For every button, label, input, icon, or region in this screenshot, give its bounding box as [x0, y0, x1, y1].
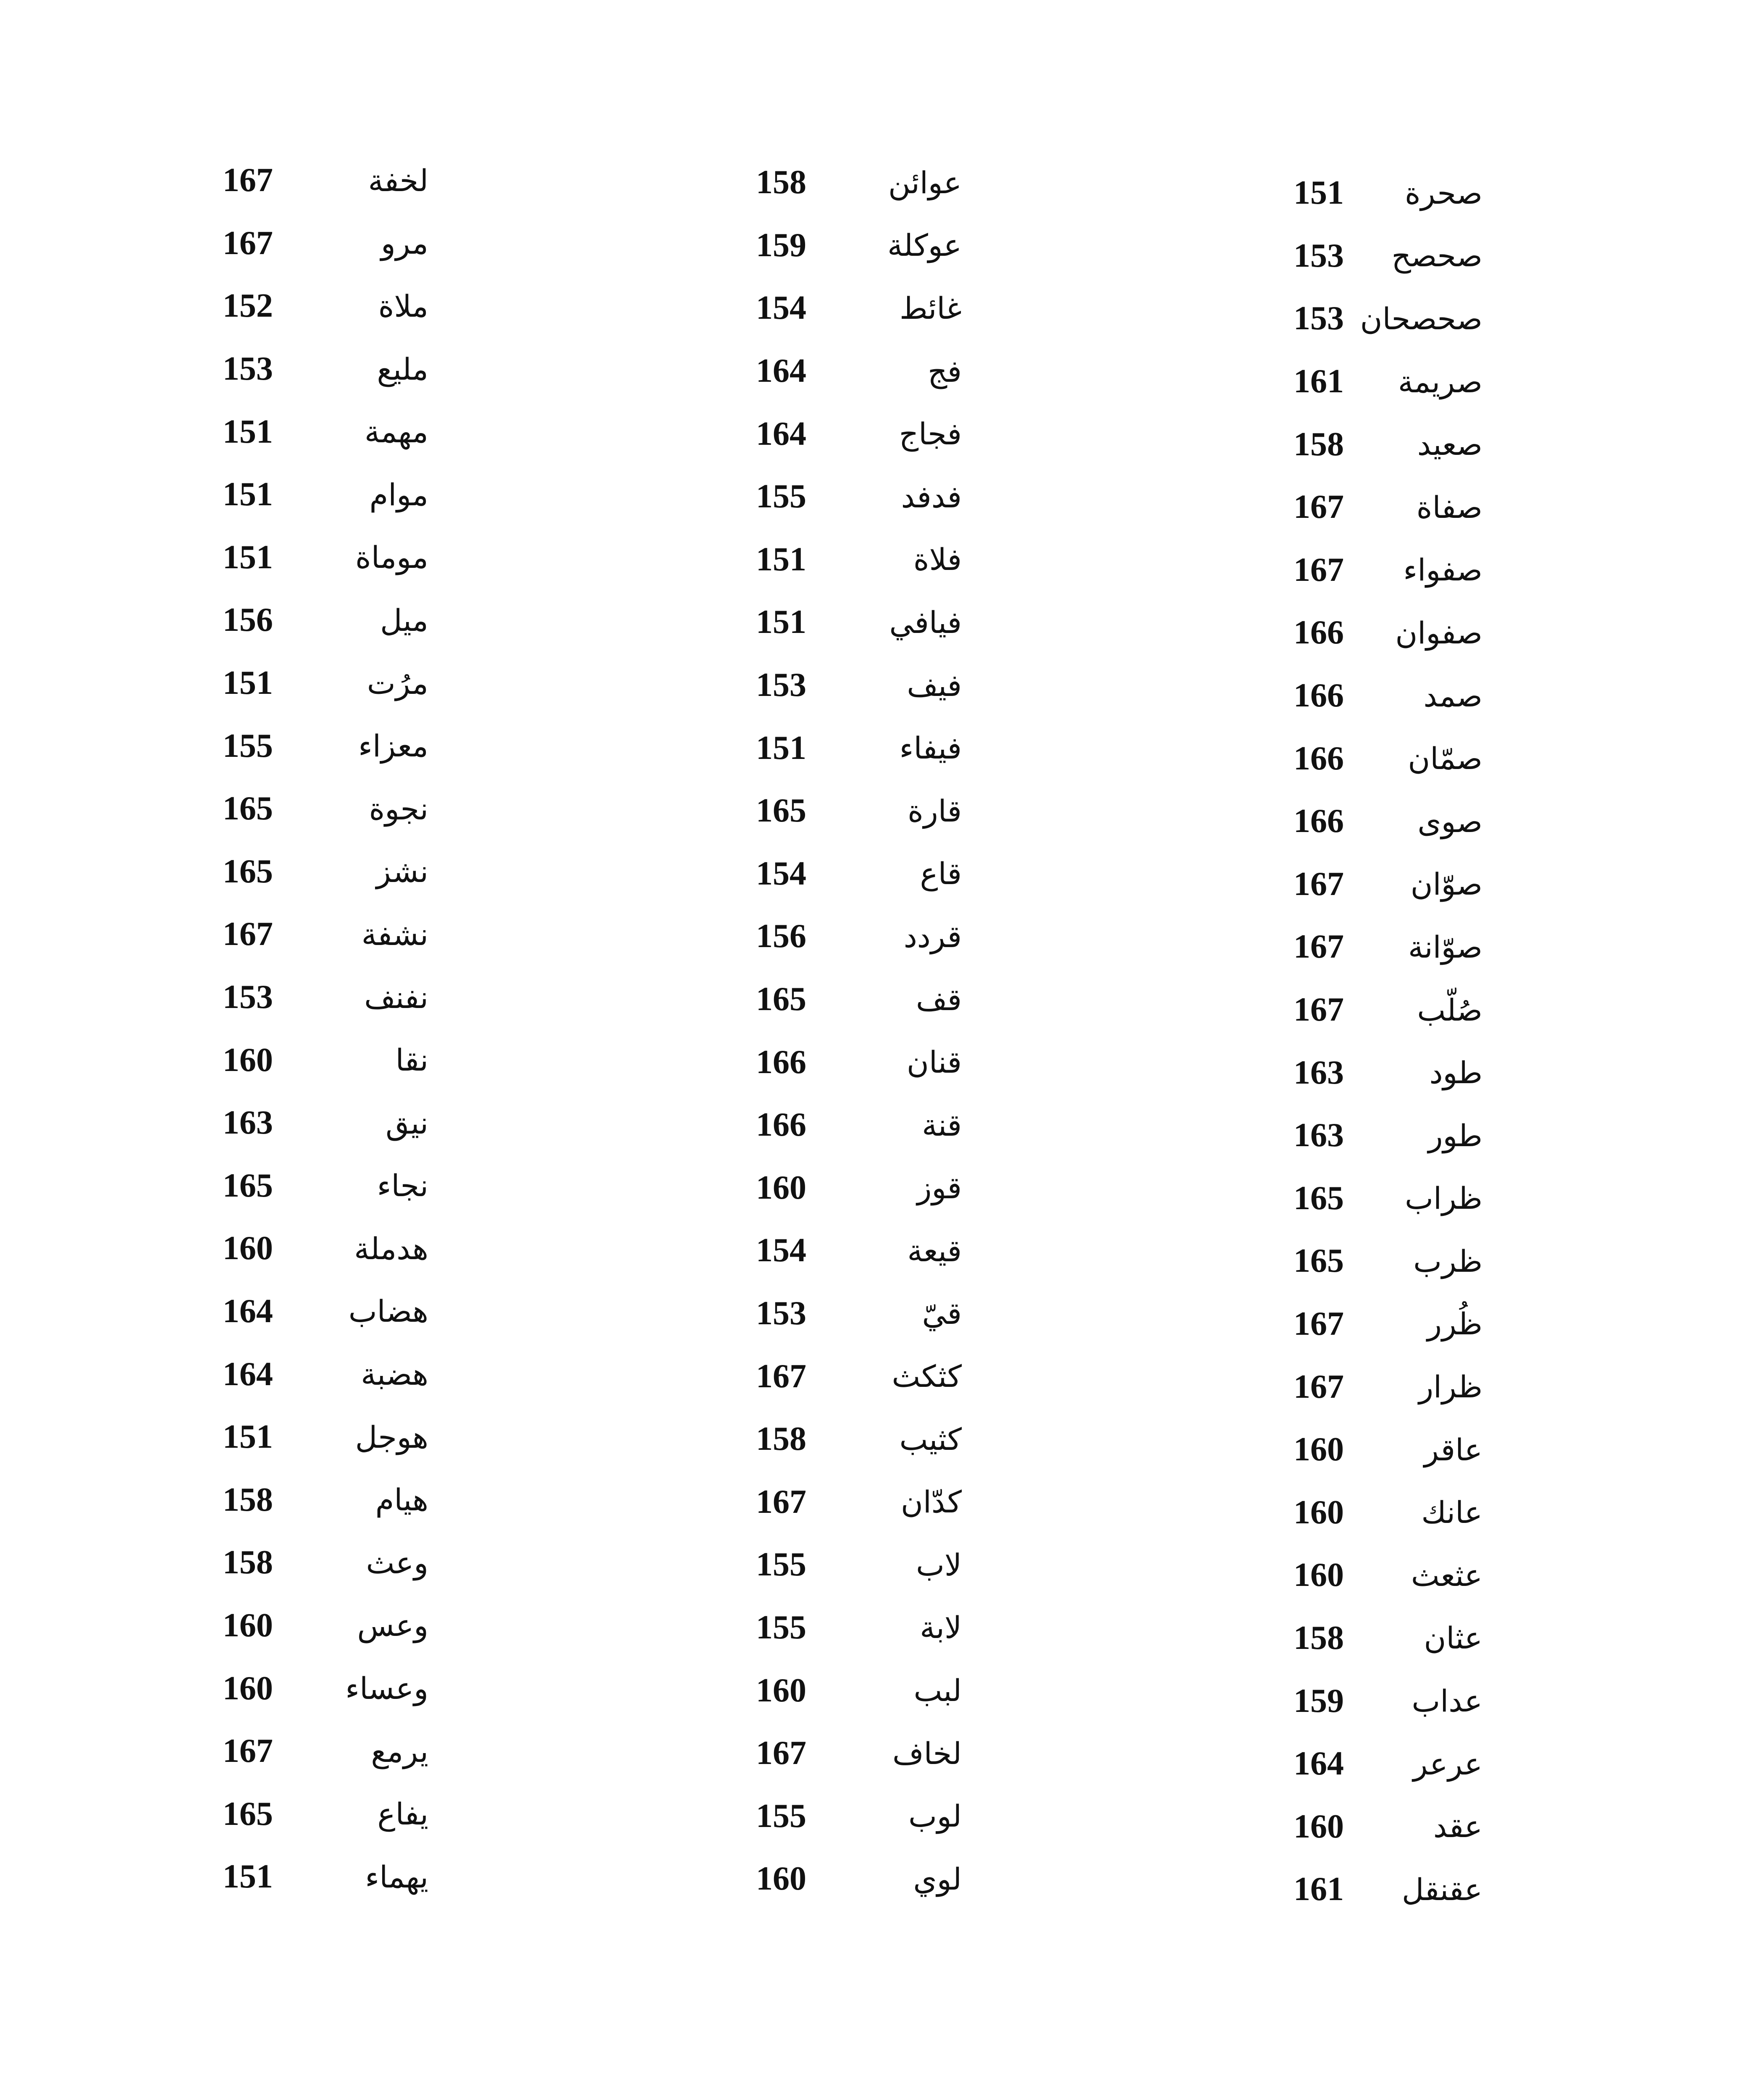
entry-term: عاقر	[1424, 1432, 1482, 1467]
index-entry	[223, 589, 634, 652]
entry-term: نجوة	[369, 791, 428, 827]
entry-term: لبب	[913, 1673, 962, 1709]
entry-page-number: 160	[223, 1041, 273, 1079]
entry-term: عثان	[1424, 1620, 1482, 1656]
entry-page-number: 165	[1293, 1242, 1344, 1280]
entry-term: عرعر	[1413, 1746, 1482, 1782]
entry-page-number: 155	[223, 727, 273, 764]
entry-page-number: 161	[1293, 1871, 1344, 1908]
entry-term: هدملة	[354, 1231, 428, 1266]
entry-term: ظرار	[1419, 1369, 1482, 1405]
entry-term: قوز	[917, 1170, 962, 1206]
index-entry	[1293, 601, 1705, 664]
entry-page-number: 167	[756, 1357, 806, 1395]
index-entry	[756, 1722, 1168, 1785]
index-entry	[223, 149, 634, 212]
index-entry	[1293, 790, 1705, 853]
index-entry	[756, 340, 1168, 403]
entry-term: كثكث	[892, 1359, 962, 1394]
entry-page-number: 160	[756, 1860, 806, 1898]
index-entry	[223, 1657, 634, 1720]
entry-page-number: 163	[223, 1104, 273, 1142]
index-entry	[223, 714, 634, 777]
entry-term: صوّان	[1410, 866, 1482, 902]
index-entry	[1293, 1167, 1705, 1230]
entry-term: فيفاء	[899, 730, 962, 766]
entry-page-number: 156	[223, 601, 273, 639]
entry-term: فيافي	[889, 604, 962, 640]
entry-term: مرو	[380, 226, 428, 261]
entry-page-number: 160	[223, 1606, 273, 1644]
index-entry	[223, 463, 634, 526]
index-entry	[756, 1470, 1168, 1533]
index-entry	[756, 843, 1168, 906]
entry-page-number: 166	[1293, 614, 1344, 651]
entry-term: نجاء	[377, 1168, 428, 1204]
entry-term: هضاب	[348, 1294, 428, 1329]
entry-term: قيعة	[907, 1233, 962, 1268]
index-entry	[756, 1596, 1168, 1659]
index-entry	[223, 1531, 634, 1594]
entry-page-number: 165	[223, 1167, 273, 1204]
entry-page-number: 167	[1293, 865, 1344, 903]
index-entry	[756, 1094, 1168, 1157]
entry-page-number: 164	[223, 1292, 273, 1330]
index-entry	[1293, 1732, 1705, 1796]
entry-term: فج	[928, 353, 962, 389]
entry-page-number: 167	[1293, 1305, 1344, 1342]
entry-page-number: 153	[223, 979, 273, 1016]
index-entry	[756, 1031, 1168, 1094]
entry-term: قنان	[907, 1045, 962, 1080]
entry-term: صفاة	[1416, 489, 1482, 525]
entry-term: صحصح	[1391, 238, 1482, 274]
index-entry	[756, 1848, 1168, 1911]
entry-page-number: 158	[756, 164, 806, 201]
index-entry	[1293, 1481, 1705, 1544]
index-entry	[1293, 916, 1705, 979]
entry-page-number: 151	[756, 541, 806, 578]
entry-term: عانك	[1421, 1495, 1482, 1530]
entry-page-number: 156	[756, 918, 806, 955]
entry-page-number: 167	[756, 1483, 806, 1520]
entry-page-number: 160	[223, 1670, 273, 1707]
entry-page-number: 166	[1293, 803, 1344, 840]
entry-page-number: 167	[1293, 928, 1344, 966]
index-entry	[1293, 1293, 1705, 1356]
index-entry	[1293, 727, 1705, 790]
entry-page-number: 167	[756, 1735, 806, 1772]
entry-page-number: 155	[756, 1609, 806, 1646]
entry-term: يفاع	[377, 1796, 428, 1832]
index-entry	[756, 214, 1168, 277]
entry-page-number: 164	[223, 1355, 273, 1393]
index-entry	[223, 652, 634, 715]
entry-page-number: 153	[1293, 300, 1344, 337]
index-entry	[223, 1594, 634, 1657]
index-entry	[223, 1280, 634, 1343]
index-entry	[756, 277, 1168, 340]
index-entry	[756, 151, 1168, 214]
entry-page-number: 160	[1293, 1557, 1344, 1594]
index-entry	[223, 1092, 634, 1155]
index-entry	[756, 591, 1168, 654]
entry-term: نقا	[395, 1042, 428, 1078]
entry-page-number: 160	[1293, 1808, 1344, 1845]
entry-page-number: 161	[1293, 363, 1344, 400]
entry-page-number: 158	[1293, 1619, 1344, 1656]
entry-term: وعس	[357, 1608, 428, 1643]
entry-term: نفنف	[364, 979, 428, 1015]
entry-term: صفواء	[1403, 552, 1482, 588]
index-entry	[223, 338, 634, 401]
index-entry	[1293, 1858, 1705, 1921]
entry-term: مهمة	[365, 414, 428, 450]
entry-term: عقد	[1433, 1809, 1482, 1845]
index-entry	[1293, 1104, 1705, 1167]
entry-term: صحرة	[1404, 175, 1482, 211]
entry-term: فجاج	[899, 416, 962, 452]
entry-term: صريمة	[1398, 364, 1482, 399]
entry-page-number: 164	[1293, 1745, 1344, 1782]
entry-page-number: 154	[756, 1232, 806, 1269]
entry-term: لوب	[908, 1798, 962, 1834]
entry-term: قف	[916, 982, 962, 1017]
entry-term: لاب	[916, 1547, 962, 1583]
entry-page-number: 165	[1293, 1179, 1344, 1217]
entry-term: عقنقل	[1401, 1872, 1482, 1907]
index-entry	[1293, 162, 1705, 225]
entry-page-number: 152	[223, 287, 273, 325]
entry-term: فيف	[907, 667, 962, 703]
entry-term: قنة	[922, 1107, 962, 1143]
entry-page-number: 167	[223, 916, 273, 953]
entry-page-number: 159	[756, 226, 806, 264]
entry-term: قيّ	[922, 1296, 962, 1331]
entry-page-number: 151	[223, 1858, 273, 1895]
index-entry	[223, 777, 634, 840]
entry-page-number: 151	[223, 413, 273, 450]
index-entry	[223, 1406, 634, 1469]
entry-page-number: 151	[223, 1418, 273, 1456]
entry-page-number: 167	[223, 1732, 273, 1770]
entry-term: صوّانة	[1408, 929, 1482, 965]
entry-term: وعث	[366, 1545, 428, 1580]
entry-term: نيق	[386, 1105, 428, 1141]
entry-term: صحصحان	[1360, 301, 1482, 336]
index-entry	[223, 1029, 634, 1092]
entry-term: صمد	[1423, 678, 1482, 714]
entry-term: غائط	[900, 290, 962, 326]
entry-term: صمّان	[1408, 741, 1482, 777]
index-entry	[223, 526, 634, 589]
entry-term: هضبة	[361, 1357, 428, 1392]
index-entry	[1293, 1355, 1705, 1418]
index-entry	[756, 1157, 1168, 1220]
entry-page-number: 163	[1293, 1117, 1344, 1154]
entry-page-number: 160	[1293, 1431, 1344, 1468]
index-entry	[223, 275, 634, 338]
entry-page-number: 166	[1293, 740, 1344, 777]
entry-term: موام	[369, 477, 428, 512]
entry-page-number: 167	[1293, 991, 1344, 1029]
entry-term: معزاء	[358, 728, 428, 764]
entry-term: ظراب	[1405, 1181, 1482, 1216]
entry-term: فدفد	[901, 479, 962, 514]
index-entry	[1293, 350, 1705, 413]
entry-page-number: 154	[756, 855, 806, 892]
entry-term: طود	[1429, 1055, 1482, 1091]
entry-term: ميل	[380, 602, 428, 638]
entry-term: وعساء	[345, 1671, 428, 1706]
index-entry	[756, 1533, 1168, 1596]
entry-page-number: 163	[1293, 1054, 1344, 1091]
entry-page-number: 151	[756, 729, 806, 766]
index-entry	[223, 1155, 634, 1218]
entry-page-number: 166	[756, 1043, 806, 1081]
index-entry	[756, 1345, 1168, 1408]
entry-term: ظرب	[1413, 1243, 1482, 1279]
entry-term: يهماء	[365, 1859, 428, 1895]
entry-term: عوكلة	[887, 228, 962, 263]
entry-term: طور	[1428, 1118, 1482, 1153]
entry-term: ظُرر	[1427, 1306, 1482, 1342]
index-entry	[223, 1468, 634, 1531]
entry-term: لابة	[920, 1610, 962, 1646]
entry-page-number: 155	[756, 1797, 806, 1835]
index-entry	[756, 968, 1168, 1031]
entry-term: قارة	[908, 793, 962, 829]
index-entry	[1293, 1418, 1705, 1481]
index-entry	[223, 840, 634, 903]
entry-page-number: 158	[756, 1420, 806, 1458]
entry-page-number: 153	[1293, 237, 1344, 274]
entry-term: كدّان	[901, 1484, 962, 1520]
index-entry	[1293, 1795, 1705, 1858]
entry-term: مرُت	[367, 665, 428, 701]
entry-page-number: 165	[756, 792, 806, 830]
entry-term: لوي	[913, 1861, 962, 1897]
entry-page-number: 166	[756, 1106, 806, 1144]
entry-term: صوى	[1417, 803, 1482, 839]
entry-term: عداب	[1412, 1683, 1482, 1719]
entry-page-number: 151	[223, 664, 273, 702]
index-entry	[756, 1659, 1168, 1722]
index-entry	[223, 212, 634, 275]
entry-page-number: 155	[756, 478, 806, 515]
entry-page-number: 160	[1293, 1494, 1344, 1531]
index-entry	[756, 1785, 1168, 1848]
index-entry	[756, 465, 1168, 528]
entry-page-number: 165	[223, 790, 273, 827]
entry-term: عوائن	[888, 165, 962, 200]
entry-term: لخاف	[892, 1735, 962, 1771]
entry-term: فلاة	[913, 542, 962, 578]
entry-term: قاع	[920, 856, 962, 892]
index-entry	[756, 780, 1168, 843]
index-entry	[223, 1720, 634, 1783]
entry-page-number: 155	[756, 1546, 806, 1583]
entry-page-number: 151	[223, 476, 273, 513]
entry-page-number: 158	[223, 1481, 273, 1518]
entry-term: لخفة	[368, 163, 428, 198]
entry-term: عثعث	[1411, 1557, 1482, 1593]
entry-page-number: 164	[756, 352, 806, 390]
entry-term: كثيب	[899, 1421, 962, 1457]
index-entry	[756, 1282, 1168, 1345]
entry-page-number: 160	[756, 1672, 806, 1709]
entry-page-number: 164	[756, 415, 806, 452]
entry-page-number: 153	[756, 1294, 806, 1332]
index-entry	[1293, 1607, 1705, 1670]
entry-term: قردد	[903, 919, 962, 954]
index-entry	[1293, 476, 1705, 539]
index-entry	[756, 717, 1168, 780]
entry-page-number: 151	[223, 538, 273, 576]
index-entry	[1293, 979, 1705, 1042]
index-entry	[1293, 225, 1705, 288]
index-entry	[223, 966, 634, 1029]
entry-term: نشفة	[361, 916, 428, 952]
entry-page-number: 158	[223, 1544, 273, 1581]
index-entry	[223, 903, 634, 966]
entry-page-number: 159	[1293, 1682, 1344, 1719]
index-entry	[756, 402, 1168, 465]
index-column-left	[223, 149, 634, 1908]
entry-term: مليع	[377, 351, 428, 387]
entry-page-number: 167	[223, 224, 273, 262]
entry-term: يرمع	[371, 1733, 428, 1769]
entry-page-number: 160	[756, 1169, 806, 1206]
entry-page-number: 167	[1293, 551, 1344, 588]
entry-page-number: 158	[1293, 425, 1344, 463]
index-entry	[1293, 413, 1705, 476]
entry-page-number: 160	[223, 1230, 273, 1267]
entry-term: ملاة	[378, 288, 428, 324]
entry-page-number: 167	[223, 162, 273, 199]
entry-page-number: 153	[756, 667, 806, 704]
entry-term: موماة	[355, 540, 428, 575]
entry-page-number: 153	[223, 350, 273, 388]
index-entry	[223, 1782, 634, 1845]
entry-page-number: 166	[1293, 677, 1344, 714]
index-column-right	[1293, 162, 1705, 1921]
index-entry	[223, 400, 634, 463]
index-entry	[1293, 664, 1705, 727]
entry-term: صعيد	[1417, 427, 1482, 462]
index-entry	[756, 1408, 1168, 1471]
entry-term: نشز	[376, 854, 428, 890]
entry-term: هيام	[375, 1482, 428, 1518]
index-entry	[1293, 1041, 1705, 1104]
index-entry	[223, 1217, 634, 1280]
index-entry	[1293, 287, 1705, 350]
entry-term: صفوان	[1395, 615, 1482, 651]
entry-page-number: 151	[1293, 174, 1344, 212]
index-entry	[756, 1219, 1168, 1282]
index-entry	[1293, 539, 1705, 602]
entry-page-number: 165	[756, 981, 806, 1018]
index-entry	[1293, 1670, 1705, 1732]
index-entry	[1293, 1230, 1705, 1293]
entry-term: هوجل	[355, 1419, 428, 1455]
entry-term: صُلّب	[1417, 992, 1482, 1028]
entry-page-number: 154	[756, 289, 806, 327]
index-entry	[1293, 853, 1705, 916]
index-entry	[223, 1845, 634, 1908]
index-entry	[756, 654, 1168, 717]
index-entry	[756, 528, 1168, 591]
entry-page-number: 165	[223, 853, 273, 890]
entry-page-number: 151	[756, 604, 806, 641]
index-entry	[223, 1343, 634, 1406]
entry-page-number: 167	[1293, 1368, 1344, 1405]
index-entry	[1293, 1544, 1705, 1607]
index-column-middle	[756, 151, 1168, 1911]
entry-page-number: 165	[223, 1795, 273, 1832]
index-entry	[756, 905, 1168, 968]
entry-page-number: 167	[1293, 488, 1344, 526]
